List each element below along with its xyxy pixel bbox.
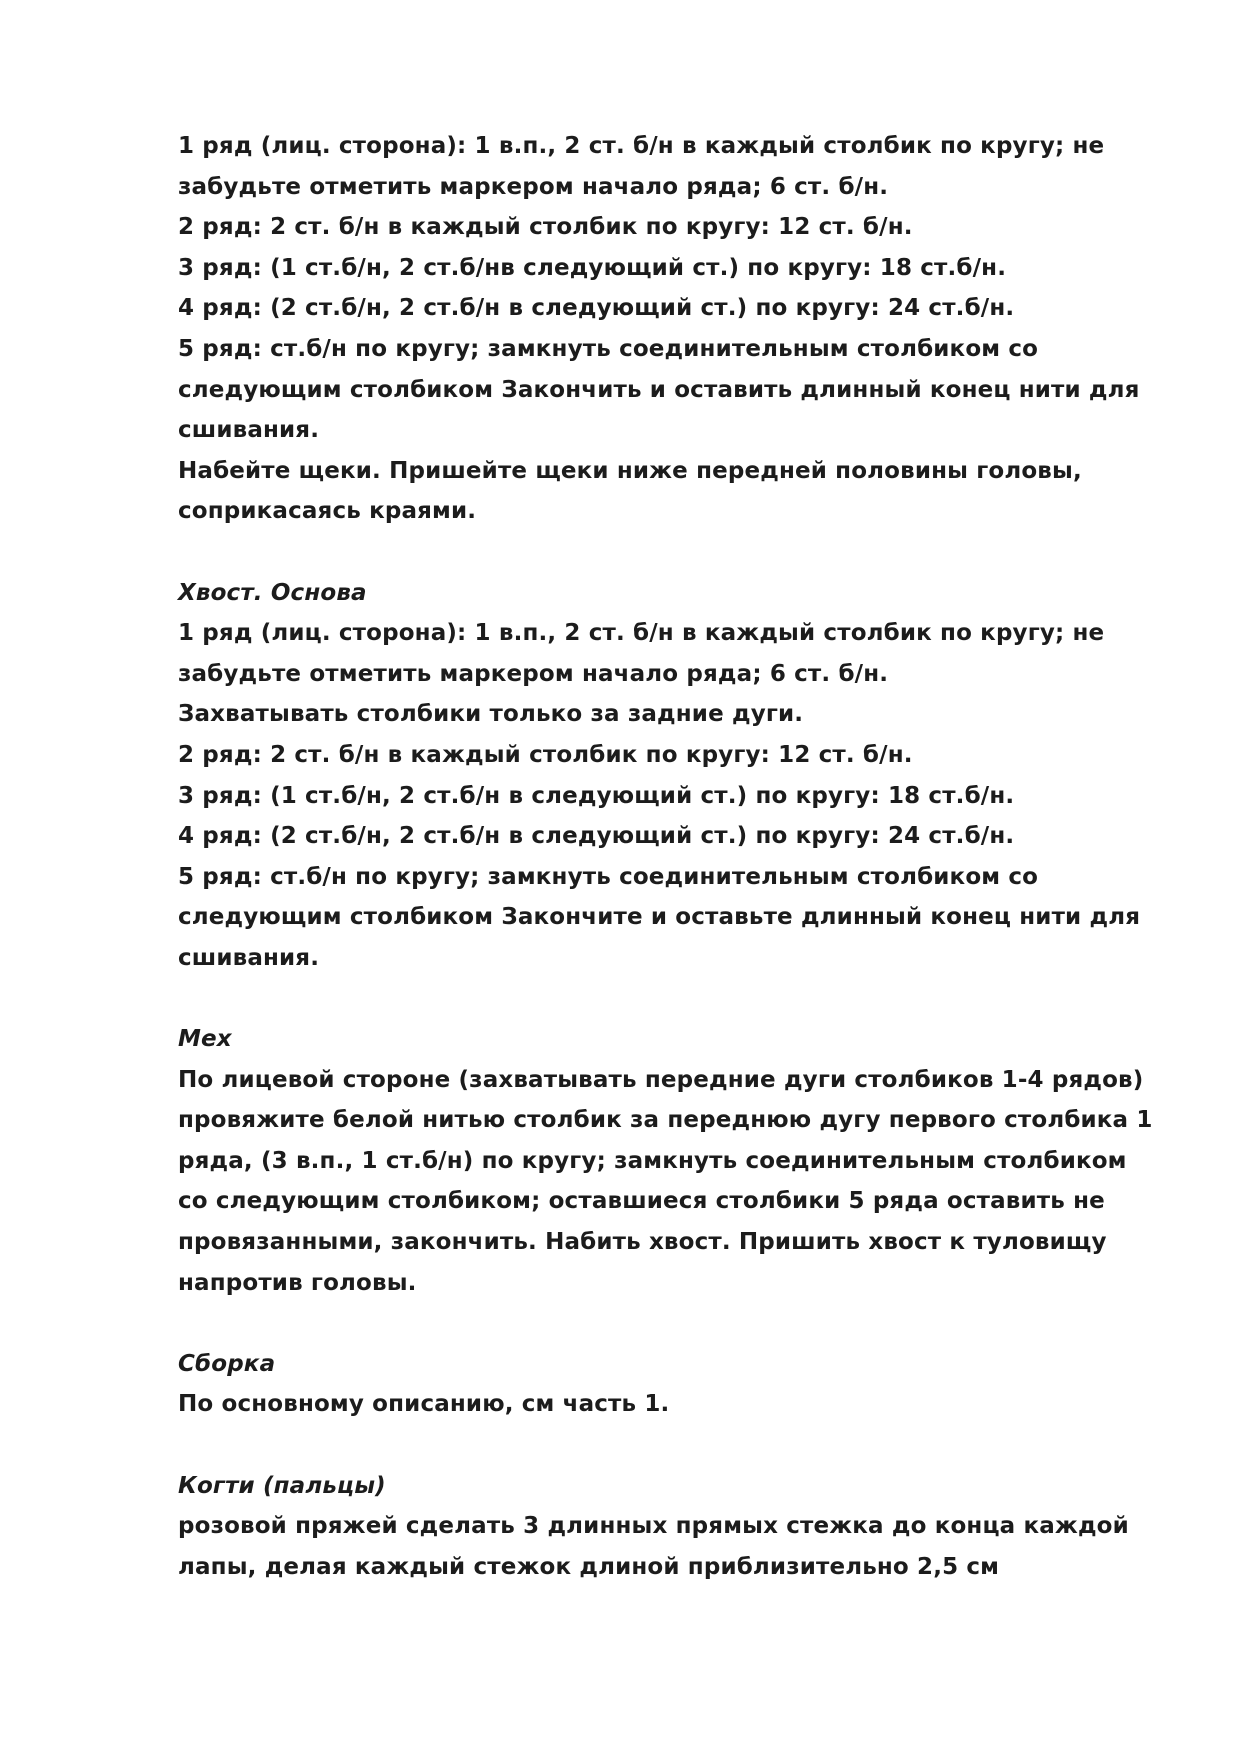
text-line: сшивания. (178, 944, 320, 971)
text-line: забудьте отметить маркером начало ряда; 6 ст. б/н. (178, 173, 889, 200)
text-line: 1 ряд (лиц. сторона): 1 в.п., 2 ст. б/н в каждый столбик по кругу; не (178, 133, 1105, 159)
text-line: 3 ряд: (1 ст.б/н, 2 ст.б/н в следующий ст.) по кругу: 18 ст.б/н. (178, 782, 1015, 809)
text-line: По лицевой стороне (захватывать передние дуги столбиков 1-4 рядов) (178, 1066, 1144, 1093)
text-line: 1 ряд (лиц. сторона): 1 в.п., 2 ст. б/н в каждый столбик по кругу; не (178, 620, 1105, 647)
section-heading: Мех (178, 1026, 232, 1053)
text-line: Набейте щеки. Пришейте щеки ниже передней половины головы, (178, 457, 1082, 484)
section-heading: Когти (пальцы) (178, 1472, 386, 1499)
text-line: сшивания. (178, 417, 320, 444)
section-heading: Хвост. Основа (178, 579, 367, 606)
text-line: 2 ряд: 2 ст. б/н в каждый столбик по кругу: 12 ст. б/н. (178, 214, 913, 241)
text-line: 5 ряд: ст.б/н по кругу; замкнуть соединительным столбиком со (178, 335, 1039, 362)
text-line: провязанными, закончить. Набить хвост. Пришить хвост к туловищу (178, 1229, 1107, 1256)
text-line: По основному описанию, см часть 1. (178, 1391, 670, 1418)
text-line: лапы, делая каждый стежок длиной приблизительно 2,5 см (178, 1553, 1000, 1580)
text-line: забудьте отметить маркером начало ряда; 6 ст. б/н. (178, 660, 889, 687)
section-heading: Сборка (178, 1350, 276, 1377)
text-line: 2 ряд: 2 ст. б/н в каждый столбик по кругу: 12 ст. б/н. (178, 741, 913, 768)
paragraph-gap (178, 1303, 1168, 1344)
fur-section (178, 1019, 1168, 1303)
text-line: 4 ряд: (2 ст.б/н, 2 ст.б/н в следующий ст.) по кругу: 24 ст.б/н. (178, 823, 1015, 850)
text-line: ряда, (3 в.п., 1 ст.б/н) по кругу; замкнуть соединительным столбиком (178, 1147, 1127, 1174)
text-line: со следующим столбиком; оставшиеся столбики 5 ряда оставить не (178, 1188, 1105, 1215)
text-line: 4 ряд: (2 ст.б/н, 2 ст.б/н в следующий ст.) по кругу: 24 ст.б/н. (178, 295, 1015, 322)
text-line: соприкасаясь краями. (178, 498, 477, 525)
text-line: напротив головы. (178, 1269, 417, 1296)
text-line: следующим столбиком Закончить и оставить длинный конец нити для (178, 376, 1140, 403)
paragraph-gap (178, 532, 1168, 573)
assembly-section (178, 1344, 1168, 1425)
claws-section (178, 1466, 1168, 1588)
cheeks-section (178, 126, 1168, 532)
tail-base-section (178, 573, 1168, 979)
text-line: провяжите белой нитью столбик за переднюю дугу первого столбика 1 (178, 1107, 1153, 1134)
paragraph-gap (178, 1425, 1168, 1466)
text-line: 5 ряд: ст.б/н по кругу; замкнуть соединительным столбиком со (178, 863, 1039, 890)
text-line: следующим столбиком Закончите и оставьте длинный конец нити для (178, 904, 1141, 931)
text-line: розовой пряжей сделать 3 длинных прямых стежка до конца каждой (178, 1513, 1129, 1540)
paragraph-gap (178, 978, 1168, 1019)
text-line: 3 ряд: (1 ст.б/н, 2 ст.б/нв следующий ст.) по кругу: 18 ст.б/н. (178, 254, 1007, 281)
text-line: Захватывать столбики только за задние дуги. (178, 701, 804, 728)
document-page (178, 126, 1168, 1587)
